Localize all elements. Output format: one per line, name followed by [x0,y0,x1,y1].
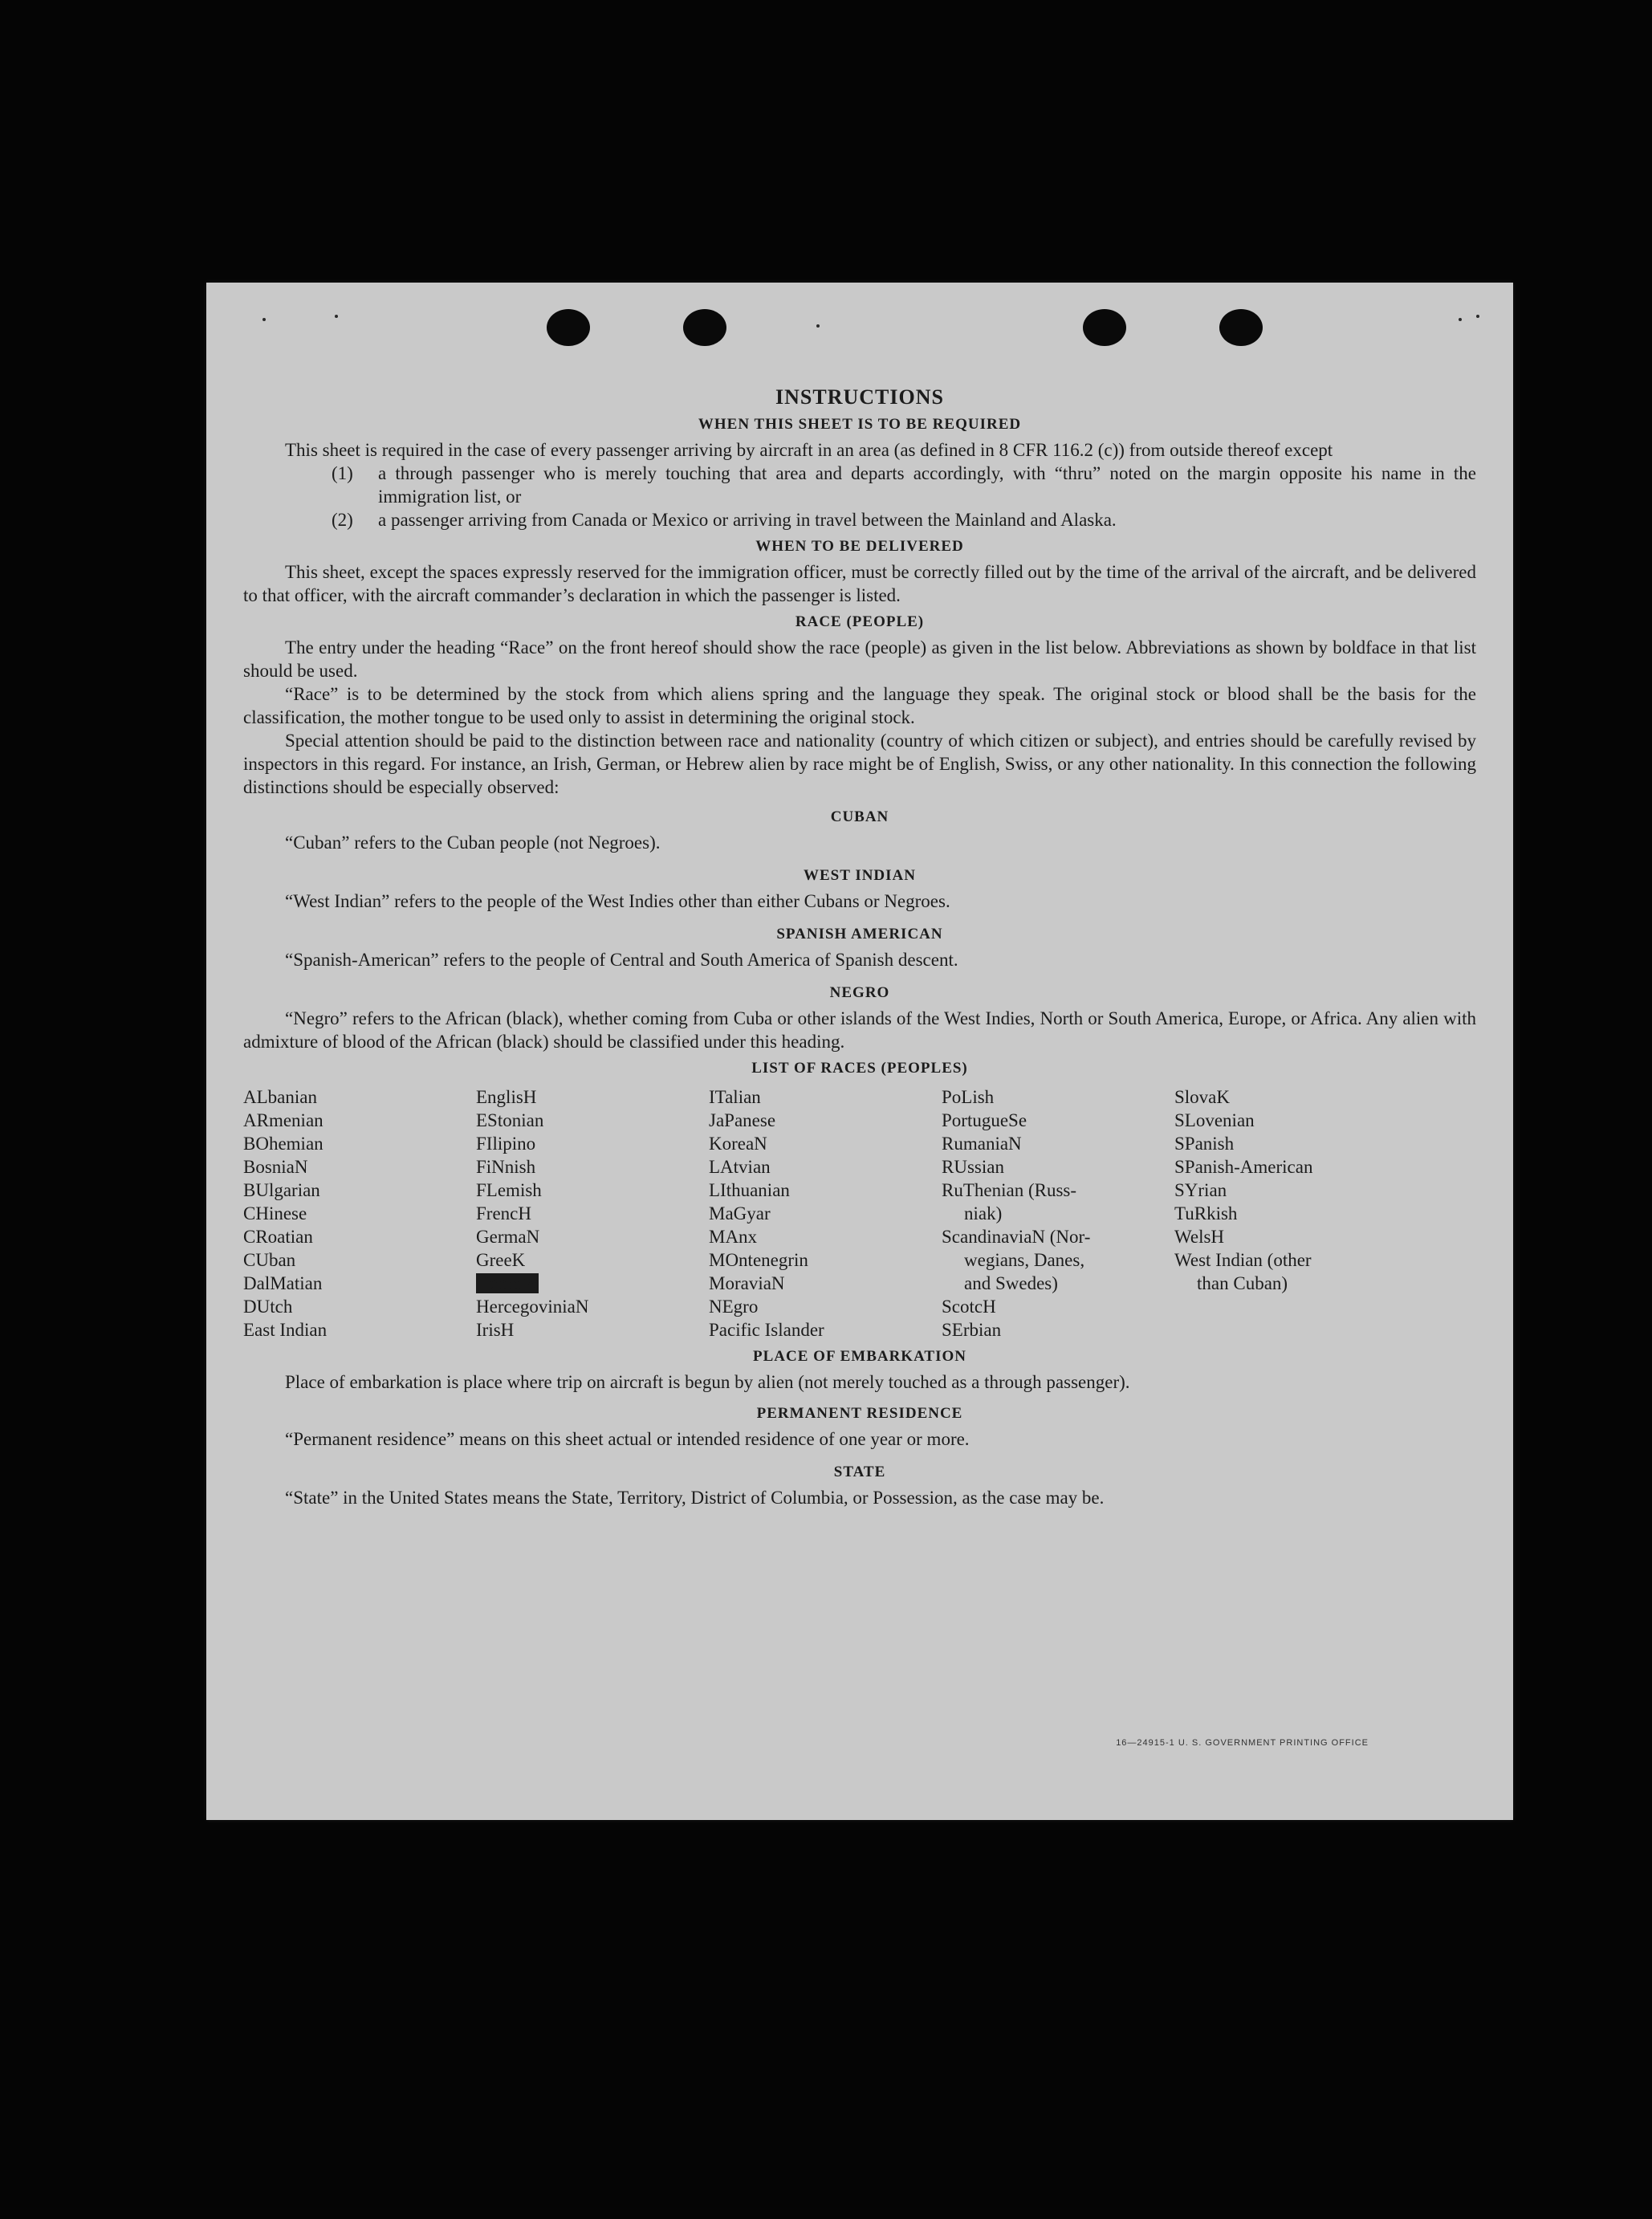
race-item-struck [476,1272,709,1295]
race-item: Pacific Islander [709,1320,824,1340]
punch-hole [1219,309,1263,346]
race-item: TuRkish [1174,1203,1238,1224]
printing-office-code: 16—24915-1 U. S. GOVERNMENT PRINTING OFFICE [1116,1738,1369,1748]
item-number: (1) [332,463,353,483]
item-text: a passenger arriving from Canada or Mexico or arriving in travel between the Mainland and Alaska. [378,510,1117,530]
list-item [332,462,1476,508]
race-item: ScotcH [942,1297,996,1317]
race-item: SPanish-American [1174,1157,1313,1177]
punch-hole [1083,309,1126,346]
race-item: RumaniaN [942,1134,1022,1154]
paragraph-delivered: This sheet, except the spaces expressly reserved for the immigration officer, must be correctly filled out by the time of the arrival of the aircraft, and be delivered to that officer, with the aircraft commander’s declaration in which the passenger is listed. [243,562,1476,605]
paragraph-spanish-american: “Spanish-American” refers to the people of Central and South America of Spanish descent. [285,950,958,970]
race-item: PortugueSe [942,1110,1027,1130]
race-item: CHinese [243,1203,307,1224]
paragraph-race-1: The entry under the heading “Race” on the front hereof should show the race (people) as given in the list below. Abbreviations as shown by boldface in that list should be used. [243,637,1476,681]
heading-residence: PERMANENT RESIDENCE [756,1405,963,1422]
race-item: East Indian [243,1320,328,1340]
item-text: a through passenger who is merely touching that area and departs accordingly, with “thru” noted on the margin opposite his name in the immigration list, or [378,463,1476,507]
race-item: SErbian [942,1320,1002,1340]
item-number: (2) [332,510,353,530]
heading-negro: NEGRO [829,984,890,1001]
document-content [243,385,1476,1509]
heading-state: STATE [833,1464,886,1480]
race-item: CUban [243,1250,296,1270]
race-item: IrisH [476,1320,515,1340]
races-column-2 [476,1085,709,1342]
race-item-continued: than Cuban) [1197,1273,1288,1293]
paragraph-residence: “Permanent residence” means on this sheet actual or intended residence of one year or more. [285,1429,970,1449]
race-item: MoraviaN [709,1273,785,1293]
races-column-3 [709,1085,942,1342]
race-item: West Indian (other [1174,1250,1312,1270]
race-item: FIlipino [476,1134,536,1154]
heading-west-indian: WEST INDIAN [804,867,916,884]
speck [262,318,266,321]
paragraph-negro: “Negro” refers to the African (black), whether coming from Cuba or other islands of the West Indies, North or South America, Europe, or Africa. Any alien with admixture of blood of the African (black) should be classified under this heading. [243,1008,1476,1052]
races-column-5 [1174,1085,1407,1342]
race-item: MaGyar [709,1203,771,1224]
race-item: NEgro [709,1297,759,1317]
race-item: CRoatian [243,1227,313,1247]
race-item-continued: niak) [964,1203,1003,1224]
punch-hole [547,309,590,346]
paragraph-race-2: “Race” is to be determined by the stock from which aliens spring and the language they speak. The original stock or blood shall be the basis for the classification, the mother tongue to be used only to assist in determining the original stock. [243,684,1476,727]
paragraph-embarkation: Place of embarkation is place where trip on aircraft is begun by alien (not merely touched as a through passenger). [285,1372,1130,1392]
race-item: FrencH [476,1203,531,1224]
race-item: ALbanian [243,1087,317,1107]
race-item: FLemish [476,1180,542,1200]
race-item: SPanish [1174,1134,1235,1154]
race-item: PoLish [942,1087,995,1107]
heading-embarkation: PLACE OF EMBARKATION [753,1348,966,1365]
paragraph-west-indian: “West Indian” refers to the people of the West Indies other than either Cubans or Negroes. [285,891,950,911]
race-item: GermaN [476,1227,540,1247]
list-item [332,508,1476,531]
heading-race: RACE (PEOPLE) [795,613,925,630]
paragraph-cuban: “Cuban” refers to the Cuban people (not Negroes). [285,833,661,853]
races-list [243,1085,1476,1342]
race-item: HercegoviniaN [476,1297,589,1317]
struck-text: HebreW [476,1273,539,1293]
race-item: EStonian [476,1110,544,1130]
race-item: ARmenian [243,1110,323,1130]
race-item: MAnx [709,1227,758,1247]
race-item: SlovaK [1174,1087,1230,1107]
paragraph-required: This sheet is required in the case of every passenger arriving by aircraft in an area (as defined in 8 CFR 116.2 (c)) from outside thereof except [285,440,1333,460]
races-column-4 [942,1085,1174,1342]
paragraph-state: “State” in the United States means the State, Territory, District of Columbia, or Possession, as the case may be. [285,1488,1105,1508]
speck [1459,318,1462,321]
race-item: DUtch [243,1297,293,1317]
race-item: BUlgarian [243,1180,320,1200]
race-item: SYrian [1174,1180,1227,1200]
paragraph-race-3: Special attention should be paid to the distinction between race and nationality (country of which citizen or subject), and entries should be carefully revised by inspectors in this regard. For instance, an Irish, German, or Hebrew alien by race might be of English, Swiss, or any other nationality. In this connection the following distinctions should be especially observed: [243,731,1476,797]
race-item: BosniaN [243,1157,308,1177]
heading-cuban: CUBAN [830,808,889,825]
speck [335,315,338,318]
race-item: DalMatian [243,1273,323,1293]
race-item-continued: and Swedes) [964,1273,1058,1293]
races-column-1 [243,1085,476,1342]
document-sheet [206,283,1513,1820]
race-item: FiNnish [476,1157,536,1177]
race-item: LIthuanian [709,1180,790,1200]
race-item: ITalian [709,1087,761,1107]
race-item: RUssian [942,1157,1004,1177]
race-item: RuThenian (Russ- [942,1180,1077,1200]
race-item: KoreaN [709,1134,767,1154]
race-item: ScandinaviaN (Nor- [942,1227,1091,1247]
race-item-continued: wegians, Danes, [964,1250,1085,1270]
punch-hole [683,309,726,346]
race-item: EnglisH [476,1087,537,1107]
race-item: JaPanese [709,1110,776,1130]
document-title: INSTRUCTIONS [775,385,944,409]
speck [1476,315,1479,318]
race-item: LAtvian [709,1157,771,1177]
heading-delivered: WHEN TO BE DELIVERED [755,538,964,555]
race-item: MOntenegrin [709,1250,808,1270]
heading-required: WHEN THIS SHEET IS TO BE REQUIRED [698,416,1022,433]
race-item: WelsH [1174,1227,1225,1247]
race-item: GreeK [476,1250,526,1270]
race-item: BOhemian [243,1134,323,1154]
heading-spanish-american: SPANISH AMERICAN [776,926,943,943]
heading-races-list: LIST OF RACES (PEOPLES) [751,1060,968,1077]
race-item: SLovenian [1174,1110,1255,1130]
speck [816,324,820,328]
